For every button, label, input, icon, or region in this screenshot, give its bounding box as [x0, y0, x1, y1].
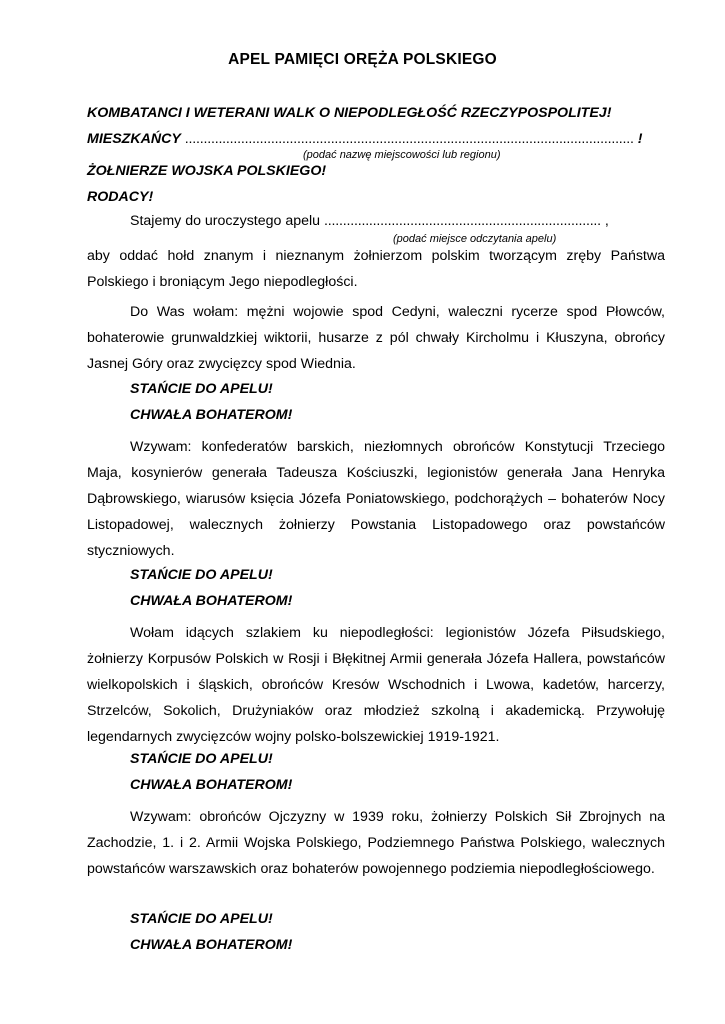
call-stand-1: STAŃCIE DO APELU! — [130, 381, 273, 397]
call-glory-2: CHWAŁA BOHATEROM! — [130, 593, 293, 609]
hint-reading: (podać miejsce odczytania apelu) — [393, 233, 557, 245]
paragraph-3 — [87, 620, 665, 750]
call-glory-4: CHWAŁA BOHATEROM! — [130, 937, 293, 953]
greeting-residents-label: MIESZKAŃCY — [87, 131, 181, 147]
document-title: APEL PAMIĘCI ORĘŻA POLSKIEGO — [228, 51, 497, 68]
intro-start: Stajemy do uroczystego apelu — [130, 213, 321, 229]
paragraph-1-text: Do Was wołam: mężni wojowie spod Cedyni, waleczni rycerze spod Płowców, bohaterowie grunwaldzkiej wiktorii, husarze z pól chwały Kircholmu i Kłuszyna, obrońcy Jasnej Góry oraz zwycięzcy spod Wiednia. — [87, 304, 665, 372]
greeting-residents — [87, 131, 642, 147]
paragraph-2 — [87, 434, 665, 564]
intro-line — [130, 213, 609, 229]
greeting-soldiers: ŻOŁNIERZE WOJSKA POLSKIEGO! — [87, 163, 327, 179]
greeting-compatriots: RODACY! — [87, 189, 154, 205]
call-stand-4: STAŃCIE DO APELU! — [130, 911, 273, 927]
hint-place: (podać nazwę miejscowości lub regionu) — [303, 149, 501, 161]
greeting-residents-end: ! — [637, 131, 643, 147]
fill-in-reading-dots: .......................................................................... — [324, 213, 601, 229]
intro-comma: , — [604, 213, 609, 229]
call-stand-3: STAŃCIE DO APELU! — [130, 751, 273, 767]
call-stand-2: STAŃCIE DO APELU! — [130, 567, 273, 583]
call-glory-3: CHWAŁA BOHATEROM! — [130, 777, 293, 793]
paragraph-1 — [87, 299, 665, 377]
paragraph-4 — [87, 804, 665, 882]
intro-continuation: aby oddać hołd znanym i nieznanym żołnierzom polskim tworzącym zręby Państwa Polskiego i broniącym Jego niepodległości. — [87, 248, 665, 290]
fill-in-place-dots: ........................................................................................................................ — [184, 131, 634, 147]
call-glory-1: CHWAŁA BOHATEROM! — [130, 407, 293, 423]
greeting-veterans: KOMBATANCI I WETERANI WALK O NIEPODLEGŁOŚĆ RZECZYPOSPOLITEJ! — [87, 105, 612, 121]
paragraph-2-text: Wzywam: konfederatów barskich, niezłomnych obrońców Konstytucji Trzeciego Maja, kosynierów generała Tadeusza Kościuszki, legionistów generała Jana Henryka Dąbrowskiego, wiarusów księcia Józefa Poniatowskiego, podchorążych – bohaterów Nocy Listopadowej, walecznych żołnierzy Powstania Listopadowego oraz powstańców styczniowych. — [87, 439, 665, 559]
paragraph-4-text: Wzywam: obrońców Ojczyzny w 1939 roku, żołnierzy Polskich Sił Zbrojnych na Zachodzie, 1. i 2. Armii Wojska Polskiego, Podziemnego Państwa Polskiego, walecznych powstańców warszawskich oraz bohaterów powojennego podziemia niepodległościowego. — [87, 809, 665, 877]
paragraph-3-text: Wołam idących szlakiem ku niepodległości: legionistów Józefa Piłsudskiego, żołnierzy Korpusów Polskich w Rosji i Błękitnej Armii generała Józefa Hallera, powstańców wielkopolskich i śląskich, obrońców Kresów Wschodnich i Lwowa, kadetów, harcerzy, Strzelców, Sokolich, Drużyniaków oraz młodzież szkolną i akademicką. Przywołuję legendarnych zwycięzców wojny polsko-bolszewickiej 1919-1921. — [87, 625, 665, 745]
